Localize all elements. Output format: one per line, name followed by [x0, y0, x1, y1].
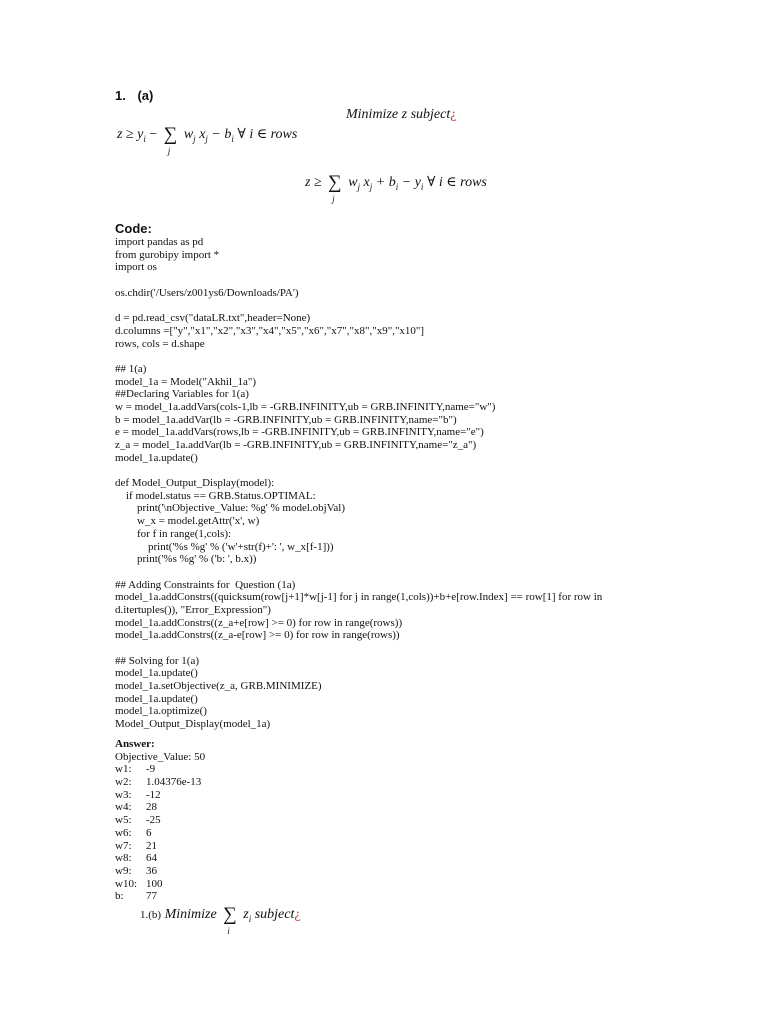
code-line [115, 274, 602, 287]
result-key: w9: [115, 864, 132, 877]
code-line: d = pd.read_csv("dataLR.txt",header=None) [115, 312, 311, 325]
code-line: os.chdir('/Users/z001ys6/Downloads/PA') [115, 286, 299, 299]
code-line: b = model_1a.addVar(lb = -GRB.INFINITY,ub = GRB.INFINITY,name="b") [115, 413, 457, 426]
constraint-2-formula [305, 172, 487, 204]
constraint-1-weight-subscript: j [193, 134, 196, 144]
code-line: from gurobipy import * [115, 248, 220, 261]
constraint-2-lhs: z ≥ [305, 175, 322, 190]
constraint-1-minus: − [149, 127, 158, 142]
answer-title: Answer: [115, 738, 155, 750]
result-value: -25 [146, 814, 161, 827]
part-b-label: 1.(b) [140, 909, 162, 921]
objective-formula [346, 107, 456, 123]
code-line [115, 464, 602, 477]
code-line: model_1a.optimize() [115, 705, 207, 718]
code-line: for f in range(1,cols): [115, 527, 232, 540]
subject-word: subject [410, 107, 451, 122]
summation-symbol: ∑ i [223, 904, 237, 936]
constraint-2-y-subscript: i [420, 182, 424, 192]
code-line: print('%s %g' % ('w'+str(f)+': ', w_x[f-1])) [115, 540, 334, 553]
code-line: model_1a.setObjective(z_a, GRB.MINIMIZE) [115, 680, 322, 693]
result-row [115, 801, 205, 814]
code-line: model_1a.update() [115, 667, 198, 680]
part-b-term-subscript: i [248, 914, 252, 924]
result-row [115, 763, 205, 776]
summation-symbol: ∑ j [328, 172, 342, 204]
code-line: model_1a.addConstrs((z_a+e[row] >= 0) for row in range(rows)) [115, 616, 403, 629]
question-number: 1. [115, 88, 126, 103]
result-key: w3: [115, 788, 132, 801]
code-line: z_a = model_1a.addVar(lb = -GRB.INFINITY,ub = GRB.INFINITY,name="z_a") [115, 439, 477, 451]
constraint-2-x: x [363, 175, 370, 190]
constraint-1-lhs-subscript: i [143, 134, 146, 144]
code-line: model_1a.addConstrs((quicksum(row[j+1]*w[j-1] for j in range(1,cols))+b+e[row.Index] == row[1] for row in [115, 591, 603, 604]
result-value: 6 [146, 826, 152, 839]
result-value: 21 [146, 839, 157, 852]
code-line: ##Declaring Variables for 1(a) [115, 388, 249, 401]
code-line: import os [115, 261, 157, 274]
constraint-1-formula [117, 124, 298, 156]
code-line: ## Adding Constraints for Question (1a) [115, 578, 296, 591]
result-row [115, 865, 205, 878]
code-line: print('%s %g' % ('b: ', b.x)) [115, 553, 257, 566]
constraint-2-bias-subscript: i [395, 182, 399, 192]
result-value: -12 [146, 788, 161, 801]
code-section-title: Code: [115, 221, 152, 236]
code-line: w = model_1a.addVars(cols-1,lb = -GRB.INFINITY,ub = GRB.INFINITY,name="w") [115, 400, 496, 413]
result-value: 28 [146, 801, 157, 814]
result-key: w5: [115, 814, 132, 827]
result-key: w6: [115, 826, 132, 839]
result-value: 64 [146, 852, 157, 865]
result-row [115, 852, 205, 865]
part-b-objective-word: Minimize [164, 907, 217, 922]
code-block [115, 236, 602, 731]
part-b-term: z [243, 907, 249, 922]
result-value: 36 [146, 864, 157, 877]
result-key: w8: [115, 852, 132, 865]
code-line [115, 350, 602, 363]
part-b-formula [140, 904, 301, 936]
question-heading [115, 88, 153, 103]
constraint-1-lhs: z ≥ y [117, 127, 144, 142]
code-line: ## 1(a) [115, 362, 147, 375]
constraint-2-bias: + b [375, 175, 396, 190]
answer-block [115, 738, 205, 903]
code-line [115, 642, 602, 655]
constraint-2-weight: w [348, 175, 358, 190]
objective-value-line: Objective_Value: 50 [115, 750, 206, 763]
constraint-1-weight: w [183, 127, 194, 142]
code-line: model_1a = Model("Akhil_1a") [115, 375, 257, 388]
result-key: b: [115, 890, 124, 903]
constraint-2-quantifier: ∀ i ∈ rows [426, 175, 487, 190]
code-line: import pandas as pd [115, 236, 204, 248]
code-line: def Model_Output_Display(model): [115, 477, 275, 490]
constraint-1-bias: − b [211, 127, 232, 142]
constraint-1-bias-subscript: i [231, 134, 234, 144]
code-line: d.itertuples()), "Error_Expression") [115, 603, 271, 616]
constraint-2-y: − y [401, 175, 421, 190]
part-b-subject-word: subject [254, 907, 295, 922]
objective-variable: z [401, 107, 408, 122]
summation-index: i [227, 926, 230, 936]
constraint-1-quantifier: ∀ i ∈ rows [237, 127, 298, 142]
objective-word: Minimize [346, 107, 399, 122]
result-value: 1.04376e-13 [146, 776, 202, 789]
missing-glyph-mark: ¿ [450, 107, 457, 122]
result-row [115, 789, 205, 802]
result-key: w2: [115, 776, 132, 789]
question-part: (a) [137, 88, 154, 103]
summation-index: j [167, 146, 171, 156]
result-key: w10: [115, 877, 137, 890]
result-row [115, 827, 205, 840]
result-value: 77 [146, 890, 157, 903]
code-line: model_1a.addConstrs((z_a-e[row] >= 0) for row in range(rows)) [115, 629, 400, 642]
constraint-1-x-subscript: j [205, 134, 208, 144]
code-line: print('\nObjective_Value: %g' % model.objVal) [115, 502, 346, 515]
result-row [115, 840, 205, 853]
code-line: Model_Output_Display(model_1a) [115, 718, 271, 731]
result-row [115, 890, 205, 903]
constraint-2-weight-subscript: j [357, 182, 361, 192]
code-line [115, 299, 602, 312]
code-line: rows, cols = d.shape [115, 337, 205, 350]
summation-index: j [332, 194, 335, 204]
summation-symbol: ∑ j [163, 124, 178, 156]
result-row [115, 776, 205, 789]
result-key: w1: [115, 763, 132, 776]
code-line: e = model_1a.addVars(rows,lb = -GRB.INFINITY,ub = GRB.INFINITY,name="e") [115, 426, 484, 439]
code-line: d.columns =["y","x1","x2","x3","x4","x5","x6","x7","x8","x9","x10"] [115, 324, 425, 337]
result-value: 100 [146, 877, 163, 890]
result-row [115, 814, 205, 827]
constraint-2-x-subscript: j [369, 182, 373, 192]
result-key: w4: [115, 801, 132, 814]
missing-glyph-mark: ¿ [294, 907, 301, 922]
code-line: ## Solving for 1(a) [115, 654, 200, 667]
result-key: w7: [115, 839, 132, 852]
constraint-1-x: x [199, 127, 206, 142]
code-line: w_x = model.getAttr('x', w) [115, 515, 260, 528]
code-line: model_1a.update() [115, 692, 198, 705]
result-value: -9 [146, 763, 156, 776]
result-row [115, 878, 205, 891]
code-line [115, 566, 602, 579]
code-line: if model.status == GRB.Status.OPTIMAL: [115, 489, 316, 502]
code-line: model_1a.update() [115, 451, 198, 464]
